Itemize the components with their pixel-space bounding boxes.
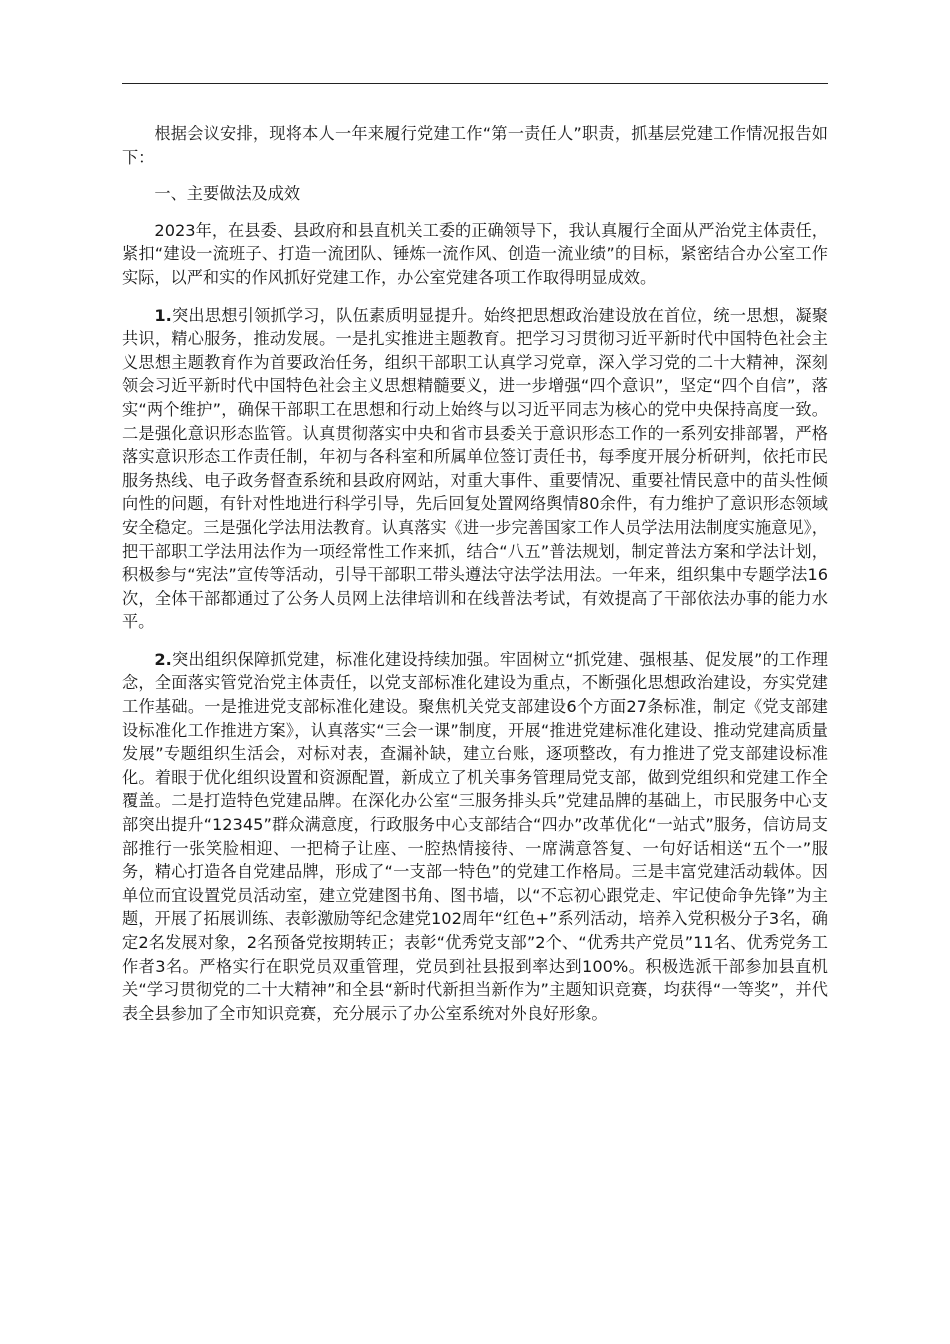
summary-paragraph: 2023年，在县委、县政府和县直机关工委的正确领导下，我认真履行全面从严治党主体责任，紧扣“建设一流班子、打造一流团队、锤炼一流作风、创造一流业绩”的目标，紧密结合办公室工作实际，以严和实的作风抓好党建工作，办公室党建各项工作取得明显成效。 [122, 220, 828, 287]
item-1-text: 突出思想引领抓学习，队伍素质明显提升。始终把思想政治建设放在首位，统一思想，凝聚共识，精心服务，推动发展。一是扎实推进主题教育。把学习习贯彻习近平新时代中国特色社会主义思想主题教育作为首要政治任务，组织干部职工认真学习党章，深入学习党的二十大精神，深刻领会习近平新时代中国特色社会主义思想精髓要义，进一步增强“四个意识”，坚定“四个自信”，落实“两个维护”，确保干部职工在思想和行动上始终与以习近平同志为核心的党中央保持高度一致。二是强化意识形态监管。认真贯彻落实中央和省市县委关于意识形态工作的一系列安排部署，严格落实意识形态工作责任制，年初与各科室和所属单位签订责任书，每季度开展分析研判，依托市民服务热线、电子政务督查系统和县政府网站，对重大事件、重要情况、重要社情民意中的苗头性倾向性的问题，有针对性地进行科学引导，先后回复处置网络舆情80余件，有力维护了意识形态领域安全稳定。三是强化学法用法教育。认真落实《进一步完善国家工作人员学法用法制度实施意见》，把干部职工学法用法作为一项经常性工作来抓，结合“八五”普法规划，制定普法方案和学法计划，积极参与“宪法”宣传等活动，引导干部职工带头遵法守法学法用法。一年来，组织集中专题学法16次，全体干部都通过了公务人员网上法律培训和在线普法考试，有效提高了干部依法办事的能力水平。 [122, 305, 828, 632]
section-heading: 一、主要做法及成效 [154, 184, 301, 204]
item-1-number: 1. [154, 305, 172, 325]
header-rule [122, 83, 828, 84]
item-2-paragraph [122, 648, 828, 1026]
intro-paragraph: 根据会议安排，现将本人一年来履行党建工作“第一责任人”职责，抓基层党建工作情况报告如下： [122, 124, 828, 167]
item-2-text: 突出组织保障抓党建，标准化建设持续加强。牢固树立“抓党建、强根基、促发展”的工作理念，全面落实管党治党主体责任，以党支部标准化建设为重点，不断强化思想政治建设，夯实党建工作基础。一是推进党支部标准化建设。聚焦机关党支部建设6个方面27条标准，制定《党支部建设标准化工作推进方案》，认真落实“三会一课”制度，开展“推进党建标准化建设、推动党建高质量发展”专题组织生活会，对标对表，查漏补缺，建立台账，逐项整改，有力推进了党支部建设标准化。着眼于优化组织设置和资源配置，新成立了机关事务管理局党支部，做到党组织和党建工作全覆盖。二是打造特色党建品牌。在深化办公室“三服务排头兵”党建品牌的基础上，市民服务中心支部突出提升“12345”群众满意度，行政服务中心支部结合“四办”改革优化“一站式”服务，信访局支部推行一张笑脸相迎、一把椅子让座、一腔热情接待、一席满意答复、一句好话相送“五个一”服务，精心打造各自党建品牌，形成了“一支部一特色”的党建工作格局。三是丰富党建活动载体。因单位而宜设置党员活动室，建立党建图书角、图书墙，以“不忘初心跟党走、牢记使命争先锋”为主题，开展了拓展训练、表彰激励等纪念建党102周年“红色+”系列活动，培养入党积极分子3名，确定2名发展对象，2名预备党按期转正；表彰“优秀党支部”2个、“优秀共产党员”11名、优秀党务工作者3名。严格实行在职党员双重管理，党员到社县报到率达到100%。积极选派干部参加县直机关“学习贯彻党的二十大精神”和全县“新时代新担当新作为”主题知识竞赛，均获得“一等奖”，并代表全县参加了全市知识竞赛，充分展示了办公室系统对外良好形象。 [122, 649, 828, 1023]
item-1-paragraph [122, 304, 828, 634]
item-2-number: 2. [154, 649, 172, 669]
document-body [122, 122, 828, 1025]
